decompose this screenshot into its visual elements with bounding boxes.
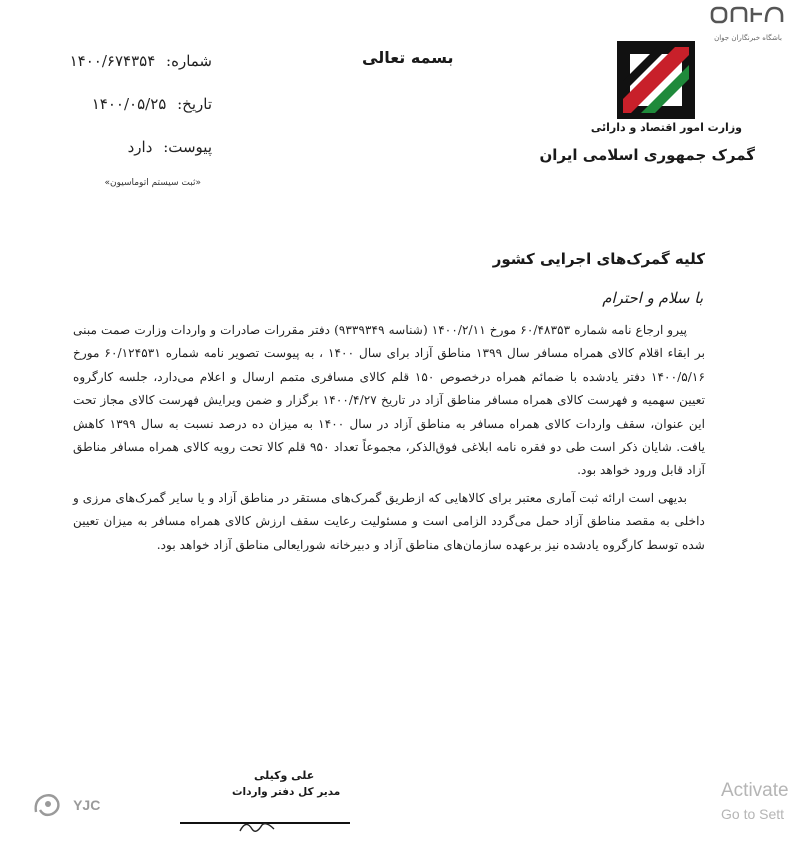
activate-windows-subtitle: Go to Sett	[721, 806, 785, 822]
signer-name: علی وکیلی	[254, 769, 315, 782]
letter-number-label: شماره:	[166, 52, 212, 70]
automation-note: «ثبت سیستم اتوماسیون»	[104, 178, 201, 188]
letter-attachment	[128, 138, 212, 156]
watermark-logo-text: باشگاه خبرنگاران جوان	[714, 34, 782, 42]
letter-number-value: ۱۴۰۰/۶۷۴۳۵۴	[69, 52, 156, 70]
letter-number	[70, 52, 212, 70]
customs-logo	[616, 40, 696, 120]
handwritten-signature-icon	[236, 815, 280, 839]
watermark-logo	[708, 2, 788, 46]
ministry-name: وزارت امور اقتصاد و دارائی	[590, 121, 742, 134]
letter-date	[92, 95, 212, 113]
addressee: کلیه گمرک‌های اجرایی کشور	[492, 250, 705, 268]
yjc-logo-icon	[708, 2, 788, 32]
bismillah-heading: بسمه تعالی	[362, 48, 454, 67]
signer-title: مدیر کل دفتر واردات	[232, 786, 341, 798]
letter-body	[73, 319, 705, 557]
greeting: با سلام و احترام	[602, 289, 703, 307]
watermark-bottom	[30, 790, 100, 820]
letter-date-value: ۱۴۰۰/۰۵/۲۵	[91, 95, 167, 113]
watermark-bottom-text: YJC	[73, 797, 101, 813]
activate-windows-title: Activate	[721, 780, 789, 801]
yjc-mark-icon	[30, 790, 64, 820]
letter-attachment-label: پیوست:	[163, 138, 212, 156]
body-paragraph-1: پیرو ارجاع نامه شماره ۶۰/۴۸۳۵۳ مورخ ۱۴۰۰/۲/۱۱ (شناسه ۹۳۳۹۳۴۹) دفتر مقررات صادرات و واردات وزارت صمت مبنی بر ابقاء اقلام کالای همراه مسافر سال ۱۳۹۹ مناطق آزاد برای سال ۱۴۰۰ ، به پیوست تصویر نامه شماره ۶۰/۱۲۴۵۳۱ مورخ ۱۴۰۰/۵/۱۶ دفتر یادشده با ضمائم همراه درخصوص ۱۵۰ قلم کالای مسافری متمم ارسال و اعلام می‌دارد، جلسه کارگروه تعیین سهمیه و فهرست کالای همراه مسافر مناطق آزاد در تاریخ ۱۴۰۰/۴/۲۷ برگزار و ضمن ویرایش فهرست کالای مجاز تحت این عنوان، سقف واردات کالای همراه مسافر به مناطق آزاد در سال ۱۴۰۰ به میزان ده درصد نسبت به سال ۱۳۹۹ کاهش یافت. شایان ذکر است طی دو فقره نامه ابلاغی فوق‌الذکر، مجموعاً تعداد ۹۵۰ قلم کالا تحت رویه کالای همراه مسافر مناطق آزاد قابل ورود خواهد بود.	[73, 323, 706, 478]
customs-emblem-icon	[616, 40, 696, 120]
letter-date-label: تاریخ:	[177, 95, 212, 113]
organization-name: گمرک جمهوری اسلامی ایران	[539, 146, 755, 164]
body-paragraph-2: بدیهی است ارائه ثبت آماری معتبر برای کالاهایی که ازطریق گمرک‌های مستقر در مناطق آزاد و یا سایر گمرک‌های مرزی و داخلی به مقصد مناطق آزاد حمل می‌گردد الزامی است و مسئولیت رعایت سقف ارزش کالای همراه مسافر به میزان تعیین شده توسط کارگروه یادشده نیز برعهده سازمان‌های مناطق آزاد و دبیرخانه شورایعالی مناطق آزاد خواهد بود.	[73, 490, 705, 552]
letter-attachment-value: دارد	[127, 138, 153, 156]
